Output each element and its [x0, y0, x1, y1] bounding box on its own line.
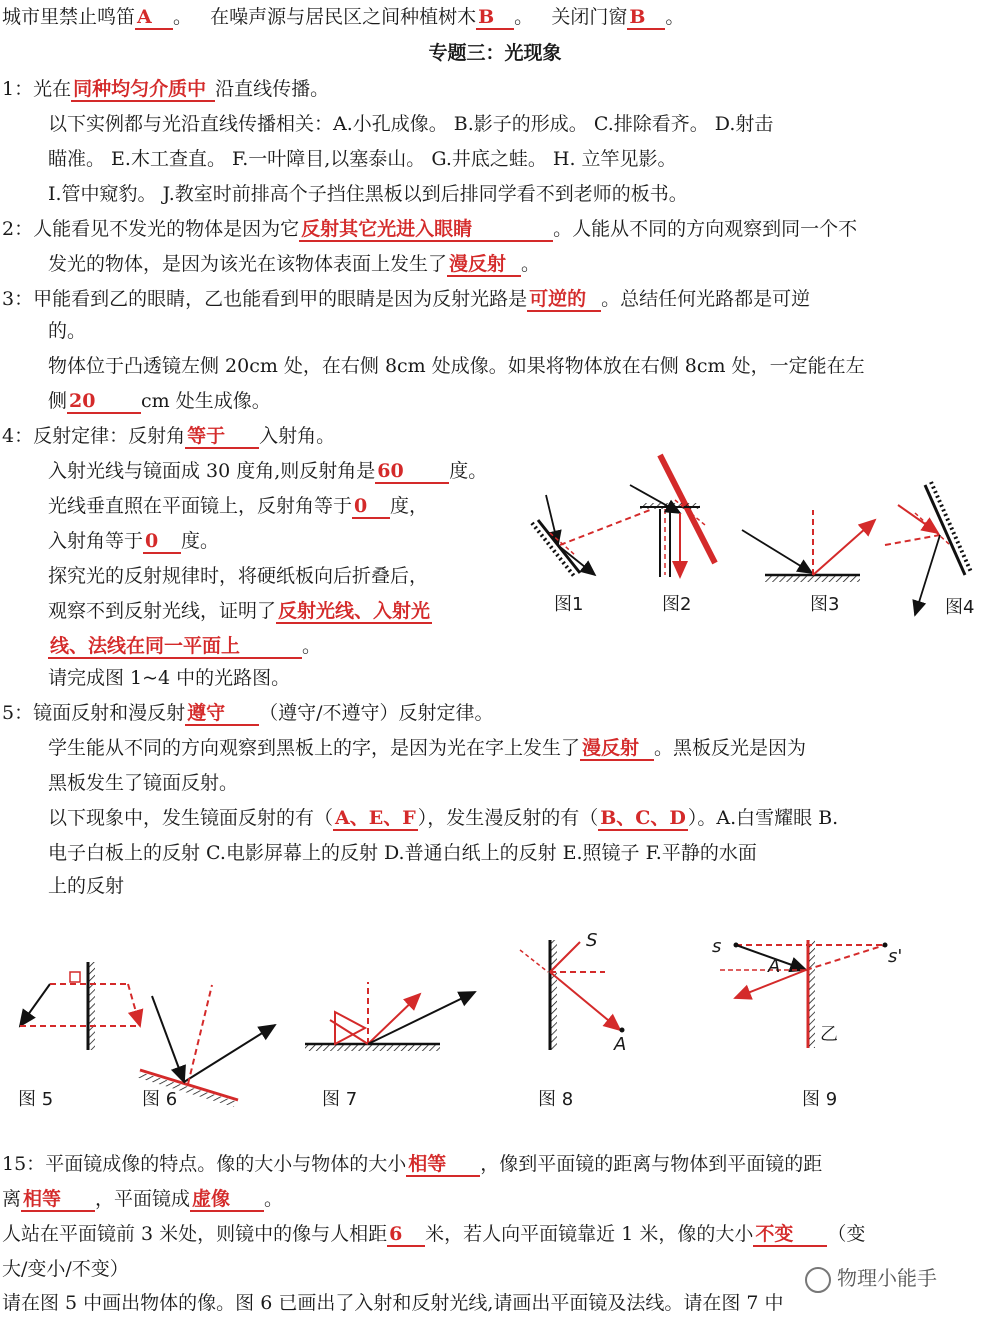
answer-blank: B: [476, 6, 514, 30]
wechat-icon: [805, 1267, 831, 1293]
q3-line2: 的。: [48, 320, 87, 342]
fig7-label: 图 7: [322, 1089, 358, 1110]
fig6-label: 图 6: [142, 1089, 178, 1110]
answer-blank: 可逆的: [527, 288, 601, 312]
q4-line7: 线、法线在同一平面上 。: [50, 635, 322, 657]
q4-line4: 入射角等于 0 度。: [48, 530, 220, 552]
fig9-label: 图 9: [802, 1089, 838, 1110]
answer-blank: 遵守: [185, 702, 259, 726]
q1-examples-line2: 瞄准。 E.木工查直。 F.一叶障目,以塞泰山。 G.井底之蛙。 H. 立竿见影。: [48, 148, 677, 170]
q5-line4: 以下现象中，发生镜面反射的有（ A、E、F ），发生漫反射的有（ B、C、D ）。A.白雪耀眼 B.: [48, 807, 839, 829]
fig6-diagram: [138, 985, 275, 1110]
q15-line2: 离 相等 ，平面镜成 虚像 。: [2, 1188, 284, 1210]
q15-line4: 大/变小/不变）: [2, 1258, 129, 1280]
fig9-s-label: s: [712, 936, 722, 957]
answer-blank: 反射光线、入射光: [278, 600, 431, 622]
fig5-label: 图 5: [18, 1089, 54, 1110]
q2-line: 2：人能看见不发光的物体是因为它 反射其它光进入眼睛 。人能从不同的方向观察到同一个不: [2, 218, 858, 240]
q5-line6: 上的反射: [48, 875, 125, 897]
q4-line2: 入射光线与镜面成 30 度角,则反射角是 60 度。: [48, 460, 488, 482]
answer-blank: 6: [387, 1223, 425, 1247]
fig4-diagram: [885, 482, 974, 618]
answer-blank: 反射其它光进入眼睛: [299, 218, 553, 242]
q3-line4: 侧 20 cm 处生成像。: [48, 390, 271, 412]
q4-line5: 探究光的反射规律时，将硬纸板向后折叠后，: [48, 565, 429, 587]
q4-line6: 观察不到反射光线，证明了 反射光线、入射光: [48, 600, 431, 622]
answer-blank: B: [627, 6, 665, 30]
fig3-diagram: [742, 510, 875, 615]
fig9-s-image-label: s': [888, 946, 903, 967]
fig3-label: 图3: [810, 594, 840, 615]
q1-examples-line3: I.管中窥豹。 J.教室时前排高个子挡住黑板以到后排同学看不到老师的板书。: [48, 183, 688, 205]
answer-blank: 漫反射: [447, 253, 521, 277]
answer-blank: 同种均匀介质中: [71, 78, 215, 102]
q3-line: 3：甲能看到乙的眼睛，乙也能看到甲的眼睛是因为反射光路是 可逆的 。总结任何光路都是可逆: [2, 288, 811, 310]
fig9-a-label: A: [768, 956, 781, 977]
q3-line3: 物体位于凸透镜左侧 20cm 处，在右侧 8cm 处成像。如果将物体放在右侧 8cm 处，一定能在左: [48, 355, 865, 377]
fig9-yi-label: 乙: [820, 1024, 838, 1045]
answer-blank: B、C、D: [600, 807, 686, 829]
answer-blank: 0: [143, 530, 181, 554]
noise-control-line: 城市里禁止鸣笛 A 。 在噪声源与居民区之间种植树木 B 。 关闭门窗 B 。: [2, 6, 685, 28]
q1-line: 1：光在 同种均匀介质中 沿直线传播。: [2, 78, 330, 100]
answer-blank: 等于: [185, 425, 259, 449]
q5-line2: 学生能从不同的方向观察到黑板上的字，是因为光在字上发生了 漫反射 。黑板反光是因为: [48, 737, 807, 759]
fig8-s-label: S: [586, 930, 598, 951]
q5-line3: 黑板发生了镜面反射。: [48, 772, 239, 794]
q5-line5: 电子白板上的反射 C.电影屏幕上的反射 D.普通白纸上的反射 E.照镜子 F.平静的水面: [48, 842, 757, 864]
answer-blank: 漫反射: [580, 737, 654, 761]
answer-blank: A: [135, 6, 173, 30]
fig8-label: 图 8: [538, 1089, 574, 1110]
fig8-diagram: [520, 930, 626, 1110]
q4-line8: 请完成图 1~4 中的光路图。: [48, 667, 291, 689]
q5-line: 5：镜面反射和漫反射 遵守 （遵守/不遵守）反射定律。: [2, 702, 494, 724]
fig5-diagram: [18, 962, 140, 1110]
fig2-diagram: [630, 455, 715, 615]
q2-line2: 发光的物体，是因为该光在该物体表面上发生了 漫反射 。: [48, 253, 541, 275]
answer-blank: 相等: [21, 1188, 95, 1212]
q4-line: 4：反射定律：反射角 等于 入射角。: [2, 425, 336, 447]
answer-blank: 虚像: [190, 1188, 264, 1212]
q15-line5: 请在图 5 中画出物体的像。图 6 已画出了入射和反射光线,请画出平面镜及法线。请在图 7 中: [2, 1292, 784, 1314]
answer-blank: 20: [67, 390, 141, 414]
answer-blank: 60: [375, 460, 449, 484]
fig1-label: 图1: [554, 594, 584, 615]
figures-5-9: [0, 900, 990, 1130]
answer-blank: A、E、F: [335, 807, 416, 829]
figures-1-4: [520, 445, 990, 625]
q15-line3: 人站在平面镜前 3 米处，则镜中的像与人相距 6 米，若人向平面镜靠近 1 米，像的大小 不变 （变: [2, 1223, 866, 1245]
fig1-diagram: [532, 495, 650, 615]
section-title: 专题三：光现象: [428, 42, 562, 64]
watermark: 物理小能手: [805, 1262, 937, 1293]
fig9-diagram: [712, 936, 902, 1110]
answer-blank: 相等: [406, 1153, 480, 1177]
answer-blank: 0: [352, 495, 390, 519]
q15-line: 15：平面镜成像的特点。像的大小与物体的大小 相等 ，像到平面镜的距离与物体到平面镜的距: [2, 1153, 823, 1175]
fig8-a-label: A: [614, 1034, 627, 1055]
fig2-label: 图2: [662, 594, 692, 615]
q1-examples-line1: 以下实例都与光沿直线传播相关：A.小孔成像。 B.影子的形成。 C.排除看齐。 D.射击: [48, 113, 774, 135]
answer-blank: 线、法线在同一平面上: [48, 635, 302, 659]
q4-line3: 光线垂直照在平面镜上，反射角等于 0 度，: [48, 495, 429, 517]
answer-blank: 不变: [753, 1223, 827, 1247]
fig7-diagram: [305, 982, 475, 1110]
fig4-label: 图4: [945, 597, 975, 618]
